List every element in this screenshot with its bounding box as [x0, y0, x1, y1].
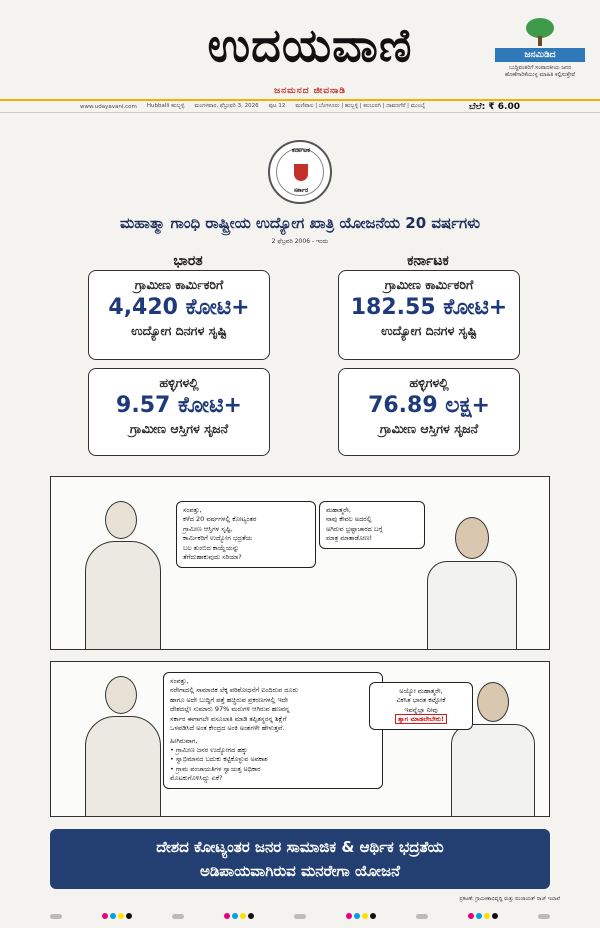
karnataka-emblem	[268, 140, 332, 204]
emblem-bottom-text: ಸರ್ಕಾರ	[293, 187, 309, 194]
stat-value: 9.57 ಕೋಟಿ+	[116, 393, 242, 418]
issue-date: ಮಂಗಳವಾರ, ಫೆಬ್ರುವರಿ 3, 2026	[194, 103, 259, 109]
highlighted-text: ತ್ಯಾಗ ಮಾಡಲೇಬೇಕು!	[395, 714, 447, 724]
closing-banner: ದೇಶದ ಕೋಟ್ಯಂತರ ಜನರ ಸಾಮಾಜಿಕ & ಆರ್ಥಿಕ ಭದ್ರತೆಯ ಅಡಿಪಾಯವಾಗಿರುವ ಮನರೇಗಾ ಯೋಜನೆ	[50, 829, 550, 889]
edition: Hubballi ಹುಬ್ಬಳ್ಳಿ	[146, 103, 185, 109]
speech-bubble-man: ಅಯ್ಯೋ ಮಹಾತ್ಮರೇ, ವಿಕಸಿತ ಭಾರತ ಕಟ್ಟೋಕೆ ಇವನ್ನೆಲ್ಲಾ ನೀವು ತ್ಯಾಗ ಮಾಡಲೇಬೇಕು!	[369, 682, 473, 730]
stat-karnataka-assets: ಹಳ್ಳಿಗಳಲ್ಲಿ 76.89 ಲಕ್ಷ+ ಗ್ರಾಮೀಣ ಆಸ್ತಿಗಳ ಸೃಜನೆ	[338, 368, 520, 456]
rights-list	[170, 746, 376, 774]
page-count: ಪುಟ 12	[268, 103, 286, 109]
gandhi-illustration	[79, 501, 169, 650]
print-registration-marks	[0, 912, 600, 920]
tree-icon	[520, 18, 560, 46]
column-heading-india: ಭಾರತ	[173, 253, 203, 269]
stat-india-workdays: ಗ್ರಾಮೀಣ ಕಾರ್ಮಿಕರಿಗೆ 4,420 ಕೋಟಿ+ ಉದ್ಯೋಗ ದಿನಗಳ ಸೃಷ್ಟಿ	[88, 270, 270, 360]
list-item: • ಸ್ವಾಭಿಮಾನದ ಬದುಕು ಕಟ್ಟಿಕೊಳ್ಳುವ ಅವಕಾಶ	[170, 755, 268, 764]
newspaper-name: ಉದಯವಾಣಿ	[207, 18, 413, 72]
newspaper-tagline: ಜನಮನದ ಜೀವನಾಡಿ	[274, 86, 346, 96]
gandhi-illustration	[79, 676, 169, 817]
info-bar	[0, 99, 600, 113]
man-illustration	[411, 517, 531, 650]
dateline: 2 ಫೆಬ್ರವರಿ 2006 - ಇಂದು	[271, 238, 329, 245]
stat-india-assets: ಹಳ್ಳಿಗಳಲ್ಲಿ 9.57 ಕೋಟಿ+ ಗ್ರಾಮೀಣ ಆಸ್ತಿಗಳ ಸೃಜನೆ	[88, 368, 270, 456]
stat-value: 182.55 ಕೋಟಿ+	[350, 295, 508, 320]
badge-label: ಜನಮಿಡಿದ	[495, 48, 585, 62]
edition-cities: ಮಣಿಪಾಲ | ಬೆಂಗಳೂರು | ಹುಬ್ಬಳ್ಳಿ | ಕಲಬುರಗಿ | ದಾವಣಗೆರೆ | ಮುಂಬೈ	[295, 103, 426, 109]
speech-bubble-gandhi: ಸಂಪತ್ತು, ಕಳೆದ 20 ವರ್ಷಗಳಲ್ಲಿ ಕೋಟ್ಯಂತರ ಗ್ರಾಮೀಣ ಆಸ್ತಿಗಳ ಸೃಷ್ಟಿ, ಕಾರ್ಮಿಕರಿಗೆ ಉದ್ಯೋಗ ಭದ್ರತೆಯ ಬಲ ತುಂಬಿದ ಕಾಯ್ದೆಯನ್ನು ತೆಗೆದುಹಾಕುವುದು ಸರಿಯಾ?	[176, 501, 316, 568]
campaign-badge	[495, 18, 585, 96]
list-item: • ಗ್ರಾಮೀಣ ಜನರ ಉದ್ಯೋಗದ ಹಕ್ಕು	[170, 745, 248, 754]
website-link[interactable]: www.udayavani.com	[80, 103, 137, 110]
comic-panel-1	[50, 476, 550, 650]
speech-bubble-man: ಮಹಾತ್ಮರೇ, ನಾವು ಕೇವಲ ಅದರಲ್ಲಿ ಅಗಿರುವ ಭ್ರಷ್ಟಾಚಾರದ ಬಗ್ಗೆ ಮಾತ್ರ ಮಾತಾಡೋಣ!	[319, 501, 425, 549]
masthead	[0, 0, 600, 110]
price: ಬೆಲೆ: ₹ 6.00	[468, 101, 520, 112]
list-item: • ಗ್ರಾಮ ಪಂಚಾಯತಿಗಳ ಸ್ವಾಯತ್ತ ಅಧಿಕಾರ	[170, 764, 261, 773]
comic-panel-2	[50, 661, 550, 817]
stat-value: 4,420 ಕೋಟಿ+	[108, 295, 250, 320]
page-headline: ಮಹಾತ್ಮಾ ಗಾಂಧಿ ರಾಷ್ಟ್ರೀಯ ಉದ್ಯೋಗ ಖಾತ್ರಿ ಯೋಜನೆಯ 20 ವರ್ಷಗಳು	[120, 214, 480, 232]
stat-value: 76.89 ಲಕ್ಷ+	[368, 393, 490, 418]
publisher-credit: ಪ್ರಕಟಣೆ: ಗ್ರಾಮೀಣಾಭಿವೃದ್ಧಿ ಮತ್ತು ಪಂಚಾಯತ್ ರಾಜ್ ಇಲಾಖೆ	[459, 896, 560, 902]
badge-text: ಬುದ್ಧಿವಂತರಿಗೆ ಸಂಪಾದಕೀಯ ಜನರ ಹೊಣೆಗಾರಿಕೆಯುಳ್ಳ ಮಾಹಿತಿ ಕಲ್ಪಿಸುತ್ತೇವೆ	[504, 65, 576, 79]
emblem-top-text: ಕರ್ನಾಟಕ	[292, 147, 310, 154]
column-heading-karnataka: ಕರ್ನಾಟಕ	[407, 253, 449, 269]
speech-bubble-gandhi: ಸಂಪತ್ತು, ನರೇಗಾದಲ್ಲಿ ಸಾಮಾಜಿಕ ಲೆಕ್ಕ ಪರಿಶೋಧನೆಗೆ ಐಂದಿರುವ ದೂರು ಹಾಗೂ ಅದೇ ಬುದ್ಧಿಗೆ ಪತ್ತೆ ಹಚ್ಚಿರುವ ಪ್ರಕರಣಗಳಲ್ಲಿ ಇದೇ ದೇಶದಲ್ಲೇ ಸುಮಾರು 97% ಮರುಗಳಿ ಆಗಿರುವ ಹಣವನ್ನ ಸರ್ಕಾರ ಈಗಾಗಲೇ ವಸೂಲಾತಿ ಮಾಡಿ ತಪ್ಪಿತಸ್ಥರನ್ನ ಶಿಕ್ಷೆಗೆ ಒಳಪಡಿಸಿದೆ ಅಂತ ಕೇಂದ್ರದ ಅಂಕಿ ಅಂಶಗಳೇ ಹೇಳುತ್ತವೆ. ಹೀಗಿರುವಾಗ, • ಗ್ರಾಮೀಣ ಜನರ ಉದ್ಯೋಗದ ಹಕ್ಕು • ಸ್ವಾಭಿಮಾನದ ಬದುಕು ಕಟ್ಟಿಕೊಳ್ಳುವ ಅವಕಾಶ • ಗ್ರಾಮ ಪಂಚಾಯತಿಗಳ ಸ್ವಾಯತ್ತ ಅಧಿಕಾರ ಮೊಟಕುಗೊಳಿಸಿದ್ದು ಏಕೆ?	[163, 672, 383, 789]
crest-icon	[294, 164, 308, 181]
headline-number: 20	[405, 214, 427, 232]
stat-karnataka-workdays: ಗ್ರಾಮೀಣ ಕಾರ್ಮಿಕರಿಗೆ 182.55 ಕೋಟಿ+ ಉದ್ಯೋಗ ದಿನಗಳ ಸೃಷ್ಟಿ	[338, 270, 520, 360]
